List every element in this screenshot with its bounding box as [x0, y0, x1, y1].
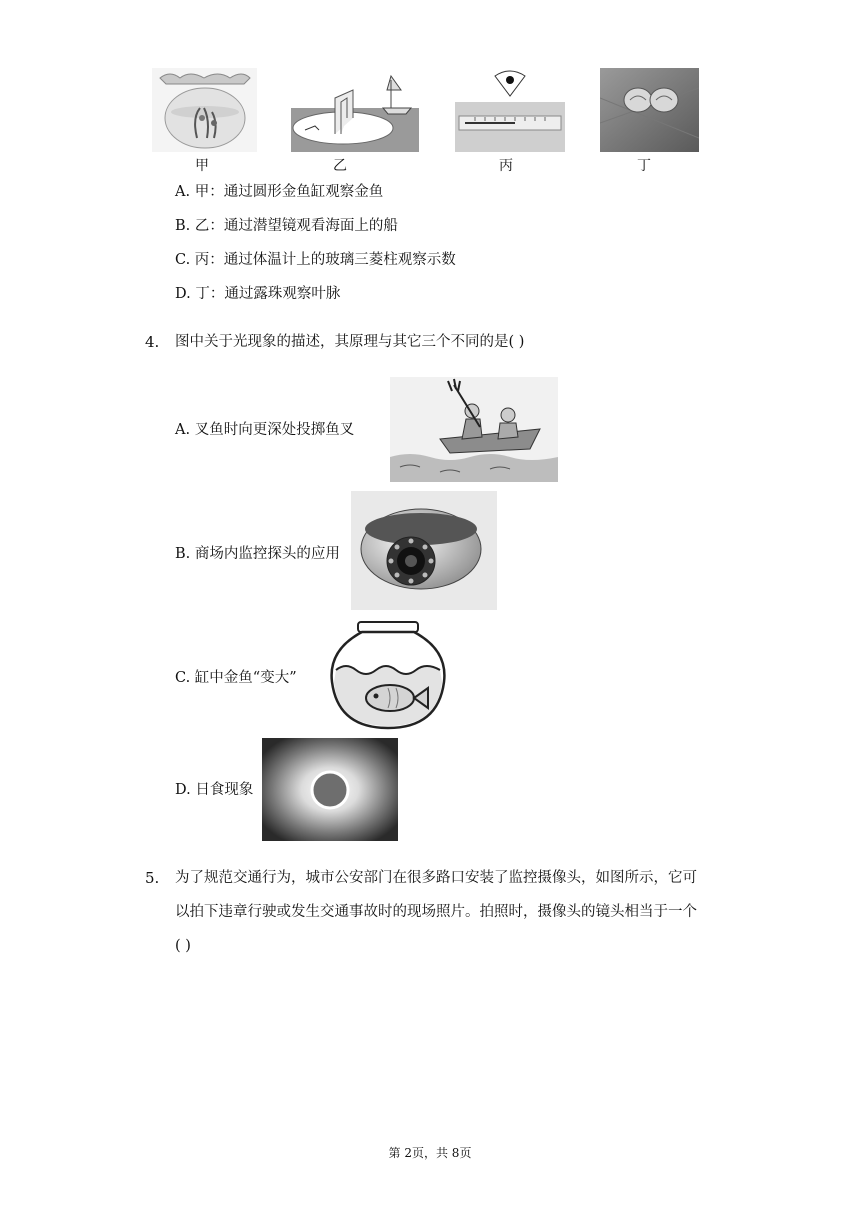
q4-option-d	[175, 780, 253, 800]
question-5-line-2: 以拍下违章行驶或发生交通事故时的现场照片。拍照时，摄像头的镜头相当于一个	[175, 904, 697, 920]
option-text: 叉鱼时向更深处投掷鱼叉	[194, 422, 355, 438]
figure-caption-yi: 乙	[333, 158, 347, 174]
figure-surveillance-camera	[351, 491, 497, 610]
figure-goldfish-bowl	[328, 620, 448, 732]
option-text: 乙：通过潜望镜观看海面上的船	[194, 218, 398, 234]
option-letter: A.	[175, 184, 191, 200]
q4-option-a	[175, 420, 354, 440]
question-5-line-3: ( )	[175, 938, 191, 954]
option-letter: D.	[175, 782, 191, 798]
option-text: 日食现象	[195, 782, 254, 798]
q3-option-c	[175, 250, 456, 270]
figure-bing-thermometer	[455, 66, 565, 152]
q4-option-c	[175, 668, 297, 688]
option-text: 丁：通过露珠观察叶脉	[195, 286, 341, 302]
figure-fish-spearing	[390, 377, 558, 482]
question-5-line-1: 为了规范交通行为，城市公安部门在很多路口安装了监控摄像头，如图所示，它可	[175, 870, 697, 886]
option-letter: A.	[175, 422, 191, 438]
option-text: 丙：通过体温计上的玻璃三菱柱观察示数	[194, 252, 456, 268]
option-letter: B.	[175, 546, 191, 562]
option-text: 缸中金鱼“变大”	[194, 670, 297, 686]
option-letter: C.	[175, 252, 191, 268]
option-letter: D.	[175, 286, 191, 302]
figure-yi-periscope	[291, 68, 419, 152]
page-footer: 第 2页，共 8页	[388, 1146, 472, 1160]
q3-option-d	[175, 284, 340, 304]
question-number-5: 5.	[145, 869, 160, 887]
question-number-4: 4.	[145, 333, 160, 351]
figure-solar-eclipse	[262, 738, 398, 841]
option-letter: C.	[175, 670, 191, 686]
q3-option-a	[175, 182, 383, 202]
option-letter: B.	[175, 218, 191, 234]
option-text: 甲：通过圆形金鱼缸观察金鱼	[194, 184, 384, 200]
option-text: 商场内监控探头的应用	[194, 546, 340, 562]
figure-jia-fishbowl	[152, 68, 257, 152]
figure-ding-dewdrop	[600, 68, 699, 152]
question-4-stem: 图中关于光现象的描述，其原理与其它三个不同的是( )	[175, 334, 525, 350]
q4-option-b	[175, 544, 340, 564]
figure-caption-jia: 甲	[195, 158, 209, 174]
q3-option-b	[175, 216, 398, 236]
figure-caption-ding: 丁	[637, 158, 651, 174]
figure-caption-bing: 丙	[499, 158, 513, 174]
